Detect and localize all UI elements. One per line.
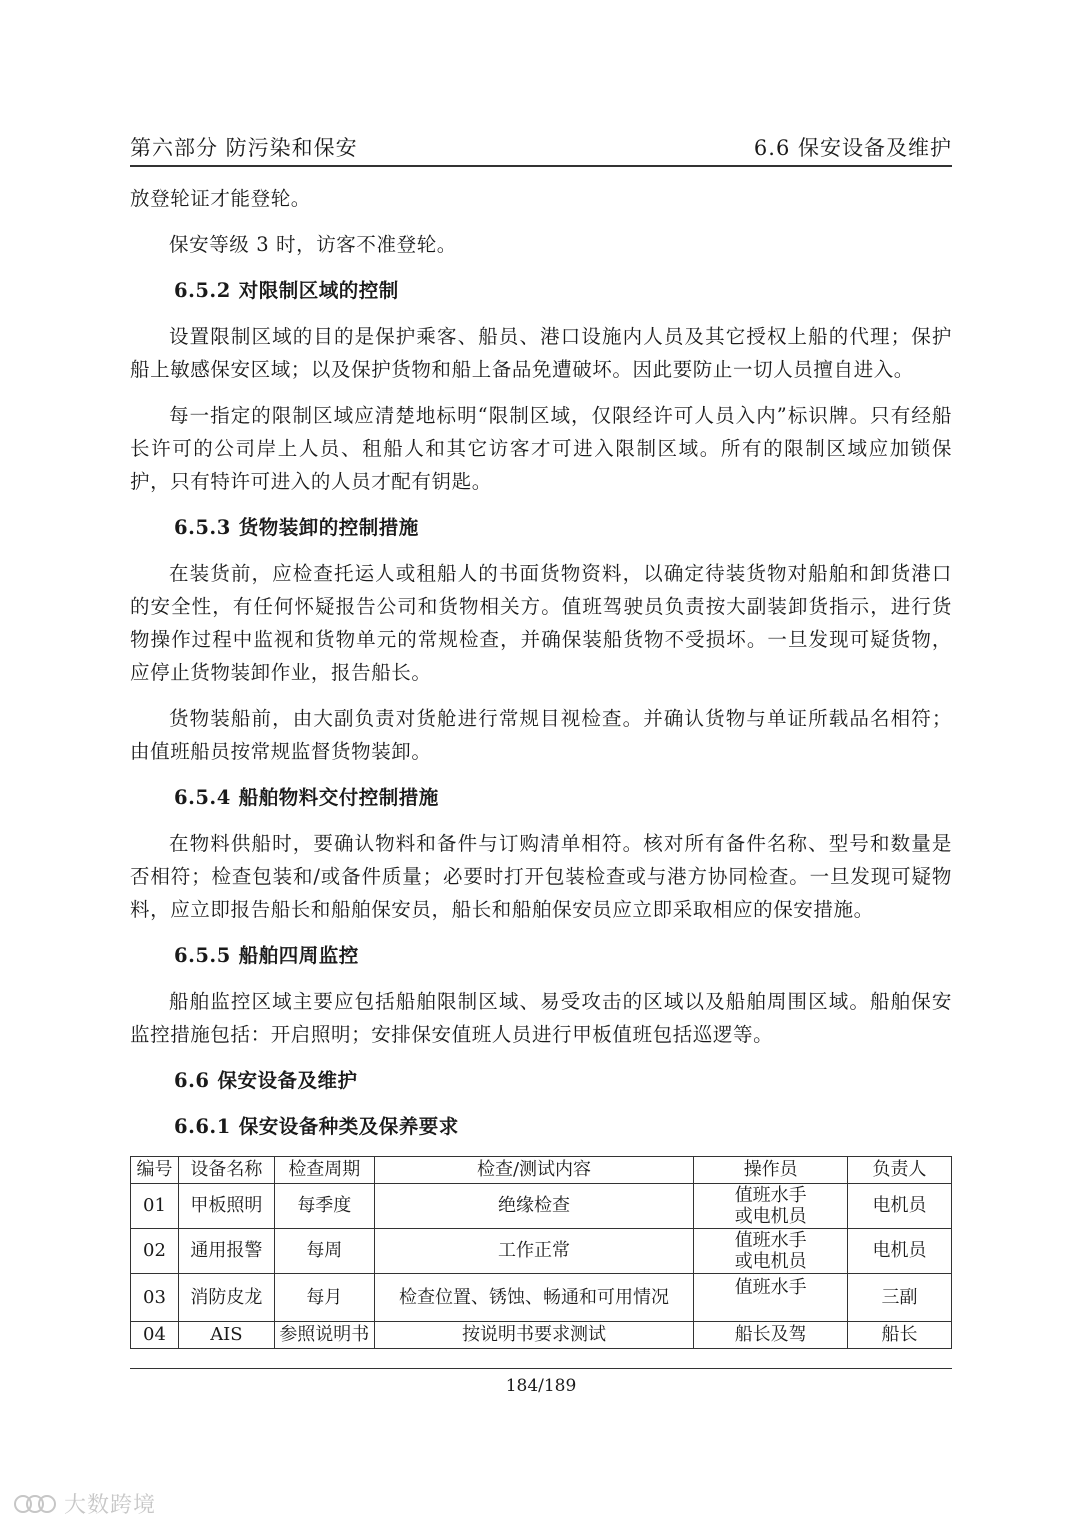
section-heading-6-5-4 — [174, 781, 952, 814]
cell-no: 03 — [131, 1274, 179, 1322]
table-row — [131, 1184, 952, 1229]
cell-no: 04 — [131, 1322, 179, 1349]
cell-no: 01 — [131, 1184, 179, 1229]
operator-line: 值班水手 — [734, 1277, 807, 1298]
paragraph: 每一指定的限制区域应清楚地标明“限制区域，仅限经许可人员入内”标识牌。只有经船长许可的公司岸上人员、租船人和其它访客才可进入限制区域。所有的限制区域应加锁保护，只有特许可进入的人员才配有钥匙。 — [130, 404, 952, 493]
section-number: 6.5.3 — [174, 516, 231, 539]
body-content — [130, 182, 952, 1349]
table-row — [131, 1274, 952, 1322]
paragraph: 在装货前，应检查托运人或租船人的书面货物资料，以确定待装货物对船舶和卸货港口的安全性，有任何怀疑报告公司和货物相关方。值班驾驶员负责按大副装卸货指示，进行货物操作过程中监视和货物单元的常规检查，并确保装船货物不受损坏。一旦发现可疑货物，应停止货物装卸作业，报告船长。 — [130, 562, 952, 684]
running-header — [130, 132, 952, 166]
header-section-title: 6.6 保安设备及维护 — [753, 136, 952, 160]
paragraph: 在物料供船时，要确认物料和备件与订购清单相符。核对所有备件名称、型号和数量是否相符；检查包装和/或备件质量；必要时打开包装检查或与港方协同检查。一旦发现可疑物料，应立即报告船长和船舶保安员，船长和船舶保安员应立即采取相应的保安措施。 — [130, 832, 952, 921]
header-part-title: 第六部分 防污染和保安 — [130, 136, 358, 160]
cell-content: 检查位置、锈蚀、畅通和可用情况 — [374, 1274, 694, 1322]
section-number: 6.5.5 — [174, 944, 231, 967]
section-heading-6-5-5 — [174, 939, 952, 972]
cell-name: 通用报警 — [178, 1229, 274, 1274]
cell-name: AIS — [178, 1322, 274, 1349]
section-heading-6-6-1 — [174, 1110, 952, 1143]
table-header-row — [131, 1157, 952, 1184]
cell-owner: 船长 — [848, 1322, 952, 1349]
paragraph: 放登轮证才能登轮。 — [130, 187, 311, 210]
page-number: 184/189 — [505, 1376, 577, 1396]
section-title: 货物装卸的控制措施 — [238, 516, 419, 539]
paragraph: 船舶监控区域主要应包括船舶限制区域、易受攻击的区域以及船舶周围区域。船舶保安监控措施包括：开启照明；安排保安值班人员进行甲板值班包括巡逻等。 — [130, 990, 952, 1046]
paragraph: 设置限制区域的目的是保护乘客、船员、港口设施内人员及其它授权上船的代理；保护船上敏感保安区域；以及保护货物和船上备品免遭破坏。因此要防止一切人员擅自进入。 — [130, 325, 952, 381]
operator-line: 值班水手 — [734, 1230, 807, 1251]
column-header: 操作员 — [694, 1157, 848, 1184]
watermark — [14, 1488, 156, 1518]
table-row — [131, 1322, 952, 1349]
cell-no: 02 — [131, 1229, 179, 1274]
cell-content: 按说明书要求测试 — [374, 1322, 694, 1349]
cell-period: 每月 — [274, 1274, 374, 1322]
section-heading-6-5-2 — [174, 274, 952, 307]
section-number: 6.5.4 — [174, 786, 231, 809]
section-heading-6-5-3 — [174, 511, 952, 544]
section-title: 船舶物料交付控制措施 — [238, 786, 439, 809]
cell-period: 每周 — [274, 1229, 374, 1274]
cell-operator — [694, 1229, 848, 1274]
cell-name: 消防皮龙 — [178, 1274, 274, 1322]
watermark-text: 大数跨境 — [64, 1492, 157, 1518]
section-number: 6.5.2 — [174, 279, 231, 302]
table-row — [131, 1229, 952, 1274]
paragraph: 货物装船前，由大副负责对货舱进行常规目视检查。并确认货物与单证所载品名相符；由值班船员按常规监督货物装卸。 — [130, 707, 952, 763]
column-header: 负责人 — [848, 1157, 952, 1184]
cell-period: 每季度 — [274, 1184, 374, 1229]
column-header: 检查/测试内容 — [374, 1157, 694, 1184]
section-title: 保安设备及维护 — [217, 1069, 358, 1092]
column-header: 编号 — [131, 1157, 179, 1184]
cell-operator — [694, 1184, 848, 1229]
watermark-logo-icon — [14, 1491, 58, 1515]
section-number: 6.6 — [174, 1069, 210, 1092]
footer-rule — [130, 1368, 952, 1369]
cell-name: 甲板照明 — [178, 1184, 274, 1229]
header-rule — [130, 165, 952, 167]
cell-content: 绝缘检查 — [374, 1184, 694, 1229]
cell-owner: 电机员 — [848, 1184, 952, 1229]
section-title: 船舶四周监控 — [238, 944, 359, 967]
security-equipment-table — [130, 1156, 952, 1349]
section-title: 对限制区域的控制 — [238, 279, 399, 302]
section-heading-6-6 — [174, 1064, 952, 1097]
cell-operator — [694, 1274, 848, 1322]
cell-owner: 电机员 — [848, 1229, 952, 1274]
cell-content: 工作正常 — [374, 1229, 694, 1274]
operator-line: 或电机员 — [734, 1251, 807, 1272]
cell-owner: 三副 — [848, 1274, 952, 1322]
paragraph: 保安等级 3 时，访客不准登轮。 — [169, 233, 457, 256]
operator-line: 值班水手 — [734, 1185, 807, 1206]
column-header: 检查周期 — [274, 1157, 374, 1184]
section-title: 保安设备种类及保养要求 — [238, 1115, 459, 1138]
cell-period: 参照说明书 — [274, 1322, 374, 1349]
cell-operator: 船长及驾 — [694, 1322, 848, 1349]
operator-line: 或电机员 — [734, 1206, 807, 1227]
column-header: 设备名称 — [178, 1157, 274, 1184]
section-number: 6.6.1 — [174, 1115, 231, 1138]
